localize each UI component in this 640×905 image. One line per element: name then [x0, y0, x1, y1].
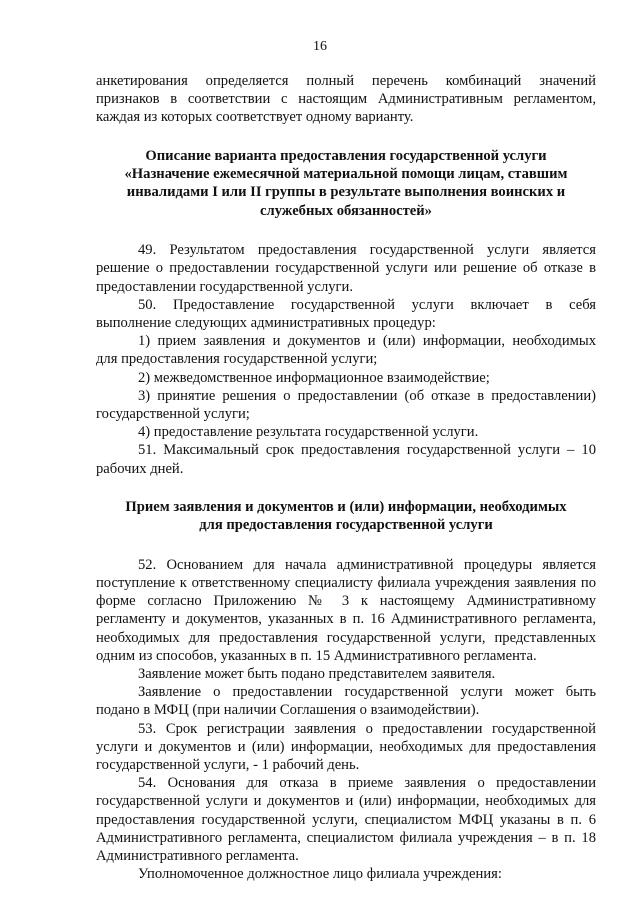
list-item-3-line-2: государственной услуги;: [96, 406, 250, 423]
p49-line-3: предоставлении государственной услуги.: [96, 278, 353, 295]
list-item-2: 2) межведомственное информационное взаимодействие;: [138, 369, 490, 386]
paragraph-official: [96, 865, 596, 883]
section-heading-reception: [96, 498, 596, 535]
heading1-line-2: «Назначение ежемесячной материальной помощи лицам, ставшим: [124, 166, 568, 183]
heading1-line-3: инвалидами I или II группы в результате выполнения воинских и: [126, 184, 566, 201]
paragraph-50: [96, 296, 596, 332]
list-item-1-line-1: 1) прием заявления и документов и (или) информации, необходимых: [138, 333, 596, 350]
p52-line-4: регламенту и документов, указанных в п. 16 Административного регламента,: [96, 611, 596, 628]
intro-line-2: признаков в соответствии с настоящим Административным регламентом,: [96, 91, 596, 108]
p-mfc-line-1: Заявление о предоставлении государственной услуги может быть: [138, 684, 596, 701]
p53-line-1: 53. Срок регистрации заявления о предоставлении государственной: [138, 720, 596, 737]
p50-line-2: выполнение следующих административных процедур:: [96, 315, 436, 332]
p54-line-4: Административного регламента, специалистом филиала учреждения – в п. 18: [96, 829, 596, 846]
intro-line-1: анкетирования определяется полный перечень комбинаций значений: [96, 73, 596, 89]
intro-line-3: каждая из которых соответствует одному варианту.: [96, 109, 414, 126]
intro-paragraph: [96, 72, 596, 127]
p54-line-5: Административного регламента.: [96, 847, 299, 864]
p54-line-1: 54. Основания для отказа в приеме заявления о предоставлении: [138, 775, 596, 792]
paragraph-54: [96, 774, 596, 865]
section-heading-variant: [96, 147, 596, 221]
paragraph-53: [96, 720, 596, 775]
heading1-line-1: Описание варианта предоставления государственной услуги: [145, 147, 547, 164]
heading2-line-2: для предоставления государственной услуги: [199, 517, 493, 534]
list-item-4: 4) предоставление результата государственной услуги.: [138, 424, 479, 441]
p52-line-5: необходимых для предоставления государственной услуги, представленных: [96, 629, 596, 646]
p-official-line: Уполномоченное должностное лицо филиала учреждения:: [138, 866, 502, 883]
p-mfc-line-2: подано в МФЦ (при наличии Соглашения о взаимодействии).: [96, 702, 480, 719]
p51-line-2: рабочих дней.: [96, 460, 184, 477]
p49-line-1: 49. Результатом предоставления государственной услуги является: [138, 242, 596, 259]
page-content: [96, 72, 596, 883]
p49-line-2: решение о предоставлении государственной услуги или решение об отказе в: [96, 260, 596, 277]
paragraph-52: [96, 556, 596, 665]
p52-line-3: форме согласно Приложению № 3 к настоящему Административному: [96, 593, 596, 610]
list-item-1-line-2: для предоставления государственной услуги;: [96, 351, 378, 368]
paragraph-representative: [96, 665, 596, 683]
p-representative-line: Заявление может быть подано представителем заявителя.: [138, 665, 496, 682]
p52-line-2: поступление к ответственному специалисту филиала учреждения заявления по: [96, 574, 596, 591]
p52-line-1: 52. Основанием для начала административной процедуры является: [138, 556, 596, 573]
page-number: 16: [313, 39, 327, 54]
p52-line-6: одним из способов, указанных в п. 15 Административного регламента.: [96, 647, 537, 664]
p53-line-2: услуги и документов и (или) информации, необходимых для предоставления: [96, 738, 596, 755]
heading2-line-1: Прием заявления и документов и (или) информации, необходимых: [125, 498, 567, 515]
heading1-line-4: служебных обязанностей»: [260, 202, 432, 219]
paragraph-51: [96, 441, 596, 477]
p54-line-3: предоставления государственной услуги, специалистом МФЦ указаны в п. 6: [96, 811, 596, 828]
paragraph-49: [96, 241, 596, 296]
list-item-3-line-1: 3) принятие решения о предоставлении (об отказе в предоставлении): [138, 387, 596, 404]
p54-line-2: государственной услуги и документов и (или) информации, необходимых для: [96, 793, 596, 810]
p50-line-1: 50. Предоставление государственной услуги включает в себя: [138, 296, 596, 313]
p51-line-1: 51. Максимальный срок предоставления государственной услуги – 10: [138, 442, 596, 459]
procedure-list: [96, 332, 596, 441]
p53-line-3: государственной услуги, - 1 рабочий день.: [96, 756, 360, 773]
paragraph-mfc: [96, 683, 596, 719]
